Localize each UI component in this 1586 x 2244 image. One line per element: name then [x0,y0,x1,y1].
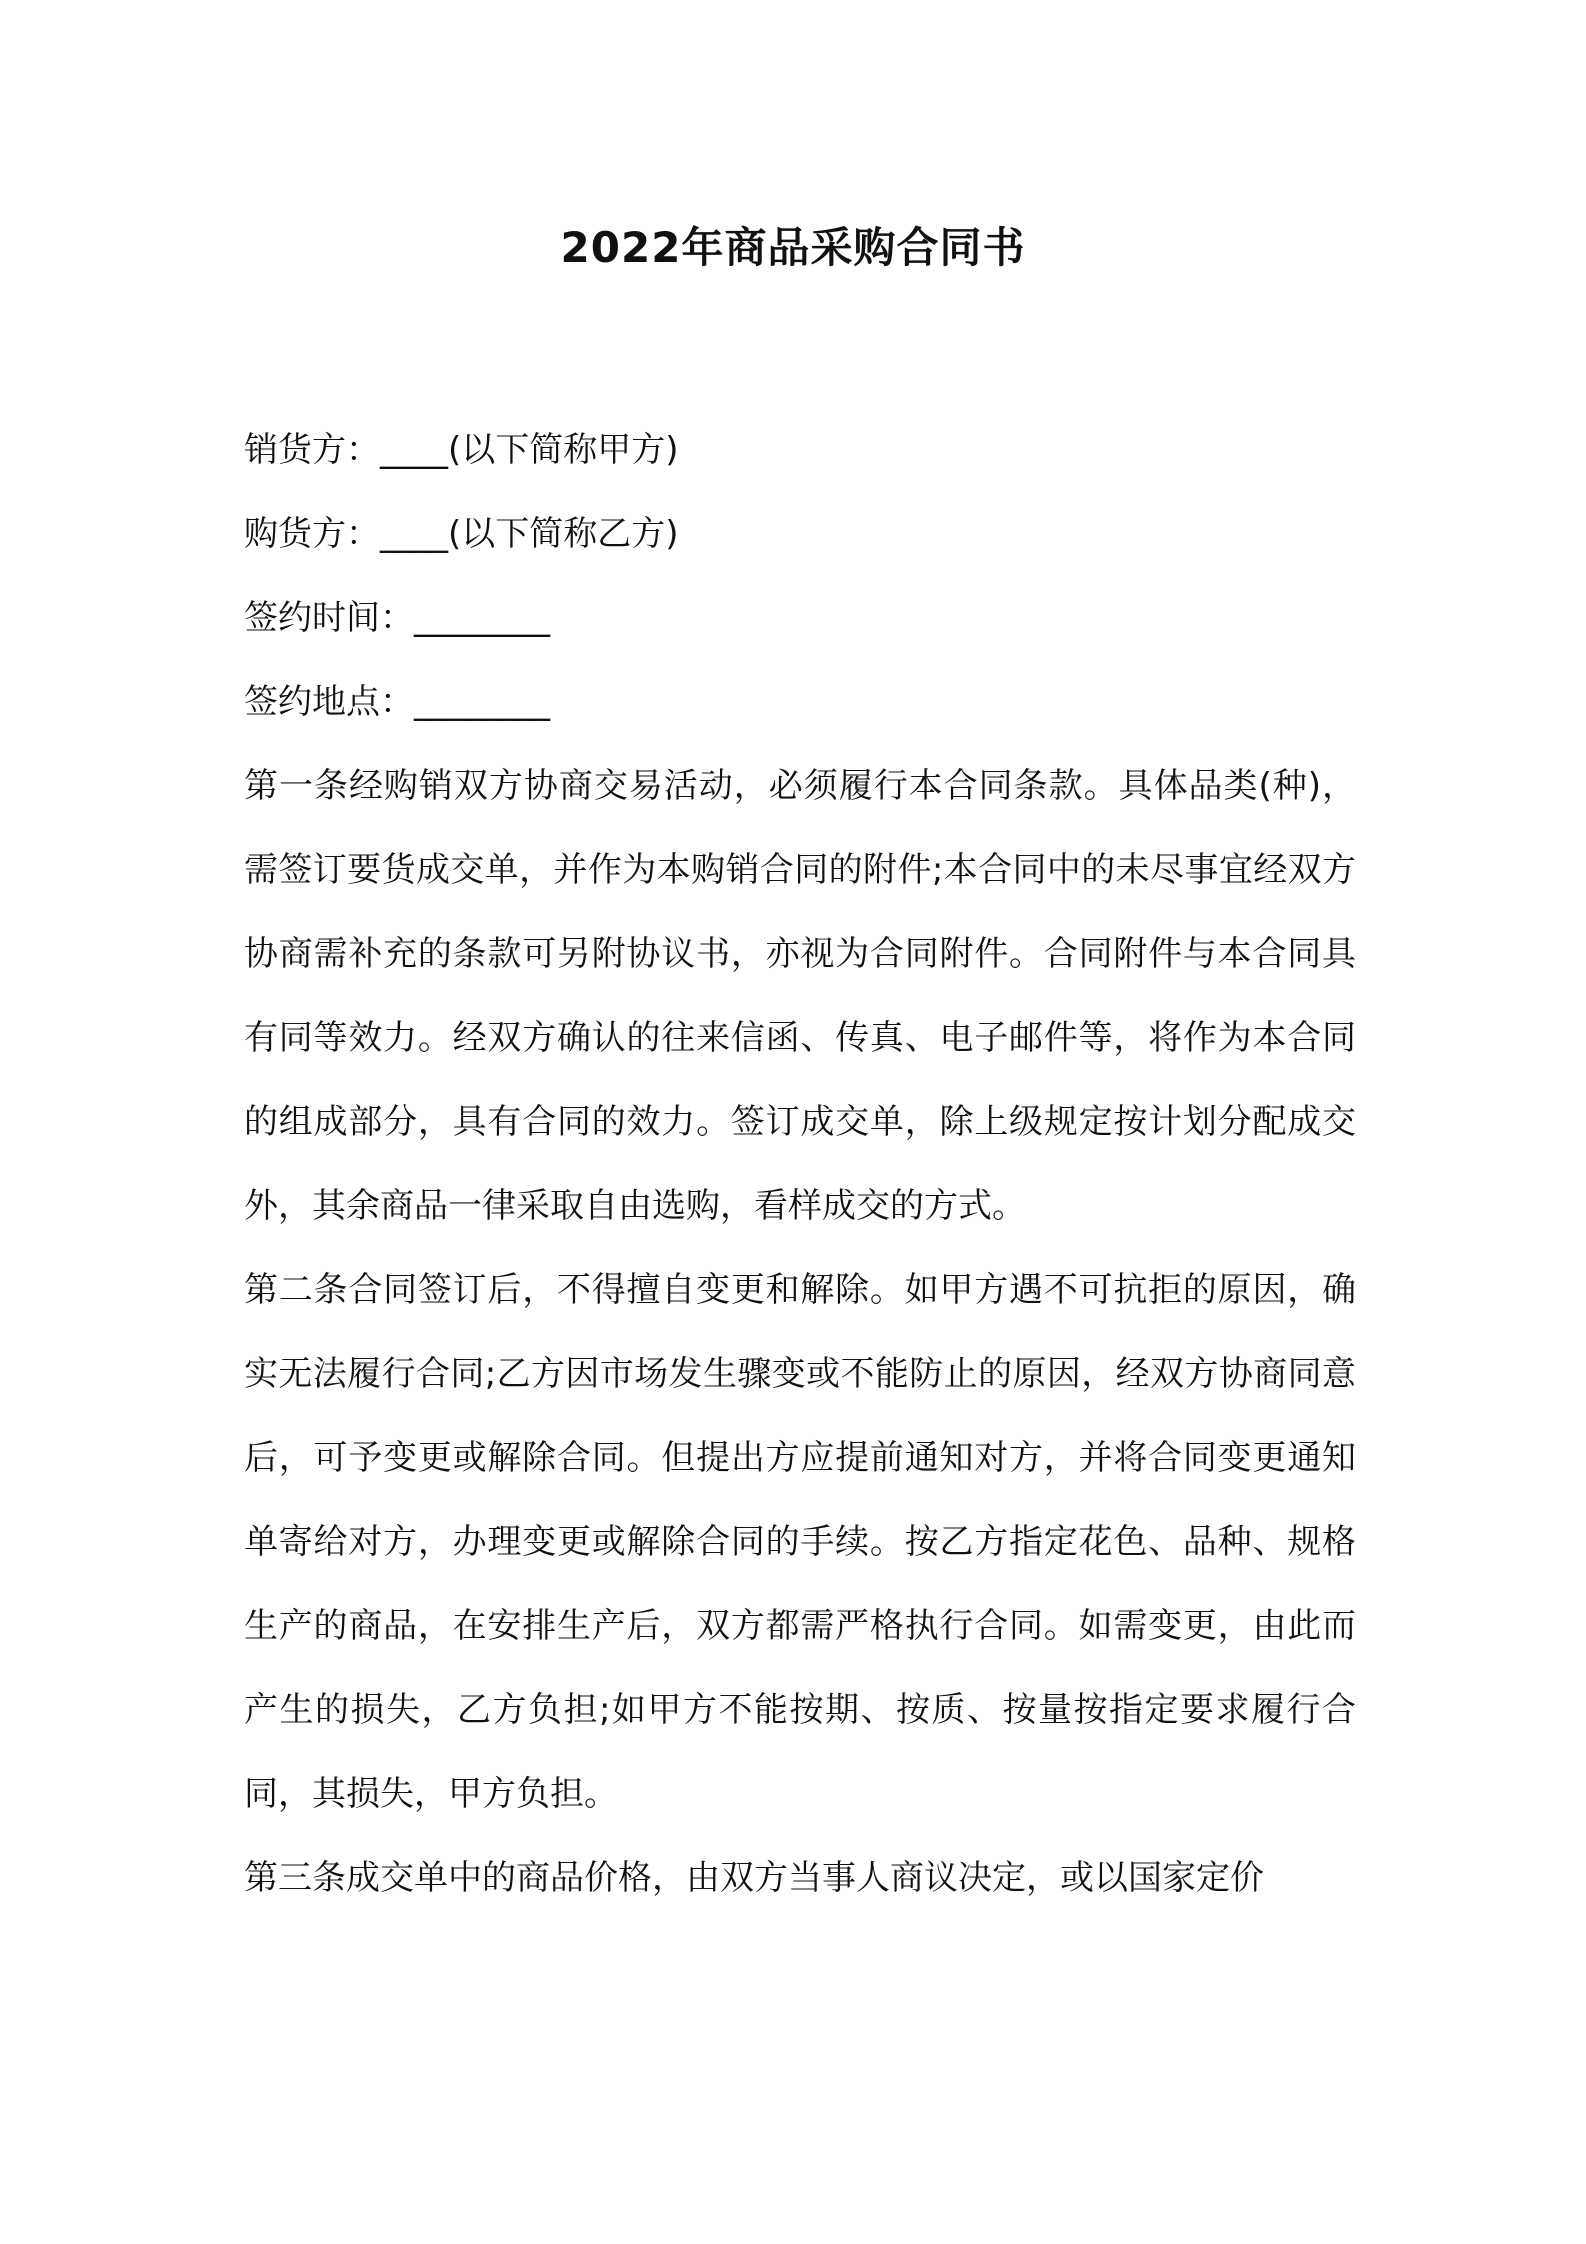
signing-place-field: 签约地点：________ [244,682,550,722]
clause-2: 第二条合同签订后，不得擅自变更和解除。如甲方遇不可抗拒的原因，确实无法履行合同;乙方因市场发生骤变或不能防止的原因，经双方协商同意后，可予变更或解除合同。但提出方应提前通知对方，并将合同变更通知单寄给对方，办理变更或解除合同的手续。按乙方指定花色、品种、规格生产的商品，在安排生产后，双方都需严格执行合同。如需变更，由此而产生的损失，乙方负担;如甲方不能按期、按质、按量按指定要求履行合同，其损失，甲方负担。 [244,1270,1356,1814]
buyer-field: 购货方：____(以下简称乙方) [244,514,679,554]
signing-time-field: 签约时间：________ [244,598,550,638]
clause-3: 第三条成交单中的商品价格，由双方当事人商议决定，或以国家定价 [244,1858,1264,1898]
clause-1: 第一条经购销双方协商交易活动，必须履行本合同条款。具体品类(种)，需签订要货成交单，并作为本购销合同的附件;本合同中的未尽事宜经双方协商需补充的条款可另附协议书，亦视为合同附件。合同附件与本合同具有同等效力。经双方确认的往来信函、传真、电子邮件等，将作为本合同的组成部分，具有合同的效力。签订成交单，除上级规定按计划分配成交外，其余商品一律采取自由选购，看样成交的方式。 [244,766,1356,1226]
document-title: 2022年商品采购合同书 [560,223,1026,272]
seller-field: 销货方：____(以下简称甲方) [244,430,679,470]
document-body [244,408,1356,1920]
